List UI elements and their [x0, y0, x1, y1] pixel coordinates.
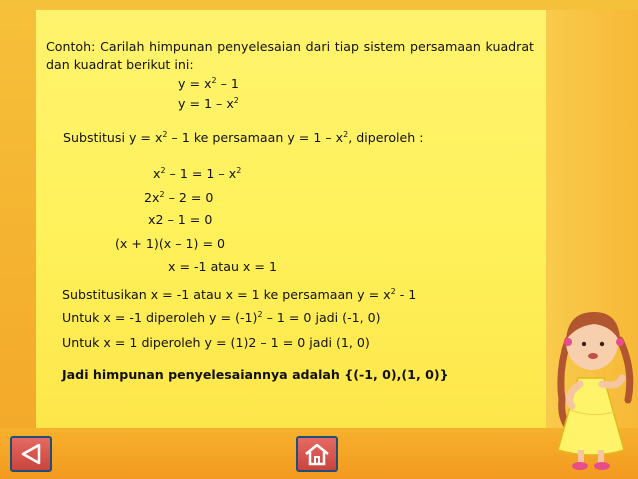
case-1: Untuk x = -1 diperoleh $y = (-1)^2 - 1 = 0$ jadi (-1, 0)	[62, 310, 381, 325]
home-button[interactable]	[296, 436, 338, 472]
equation-1: $y = x^2 - 1$	[178, 76, 239, 91]
conclusion: Jadi himpunan penyelesaiannya adalah {(-1, 0),(1, 0)}	[62, 367, 449, 382]
back-button[interactable]	[10, 436, 52, 472]
step-1: $x^2 - 1 = 1 - x^2$	[153, 166, 242, 181]
step-4: (x + 1)(x – 1) = 0	[115, 236, 226, 251]
triangle-left-icon	[18, 442, 44, 466]
girl-illustration	[540, 300, 638, 475]
house-icon	[303, 441, 331, 467]
case-2: Untuk x = 1 diperoleh y = (1)2 – 1 = 0 jadi (1, 0)	[62, 335, 370, 350]
example-intro: Contoh: Carilah himpunan penyelesaian dari tiap sistem persamaan kuadrat dan kuadrat berikut ini:	[46, 39, 534, 72]
substitution-line: Substitusi $y = x^2 - 1$ ke persamaan $y = 1 - x^2$, diperoleh :	[63, 130, 424, 145]
step-3: x2 – 1 = 0	[148, 212, 213, 227]
step-2: $2x^2 - 2 = 0$	[144, 190, 214, 205]
substitution-2-line: Substitusikan x = -1 atau x = 1 ke persamaan $y = x^2 - 1$	[62, 287, 417, 302]
step-5: x = -1 atau x = 1	[168, 259, 277, 274]
equation-2: $y = 1 - x^2$	[178, 96, 239, 111]
